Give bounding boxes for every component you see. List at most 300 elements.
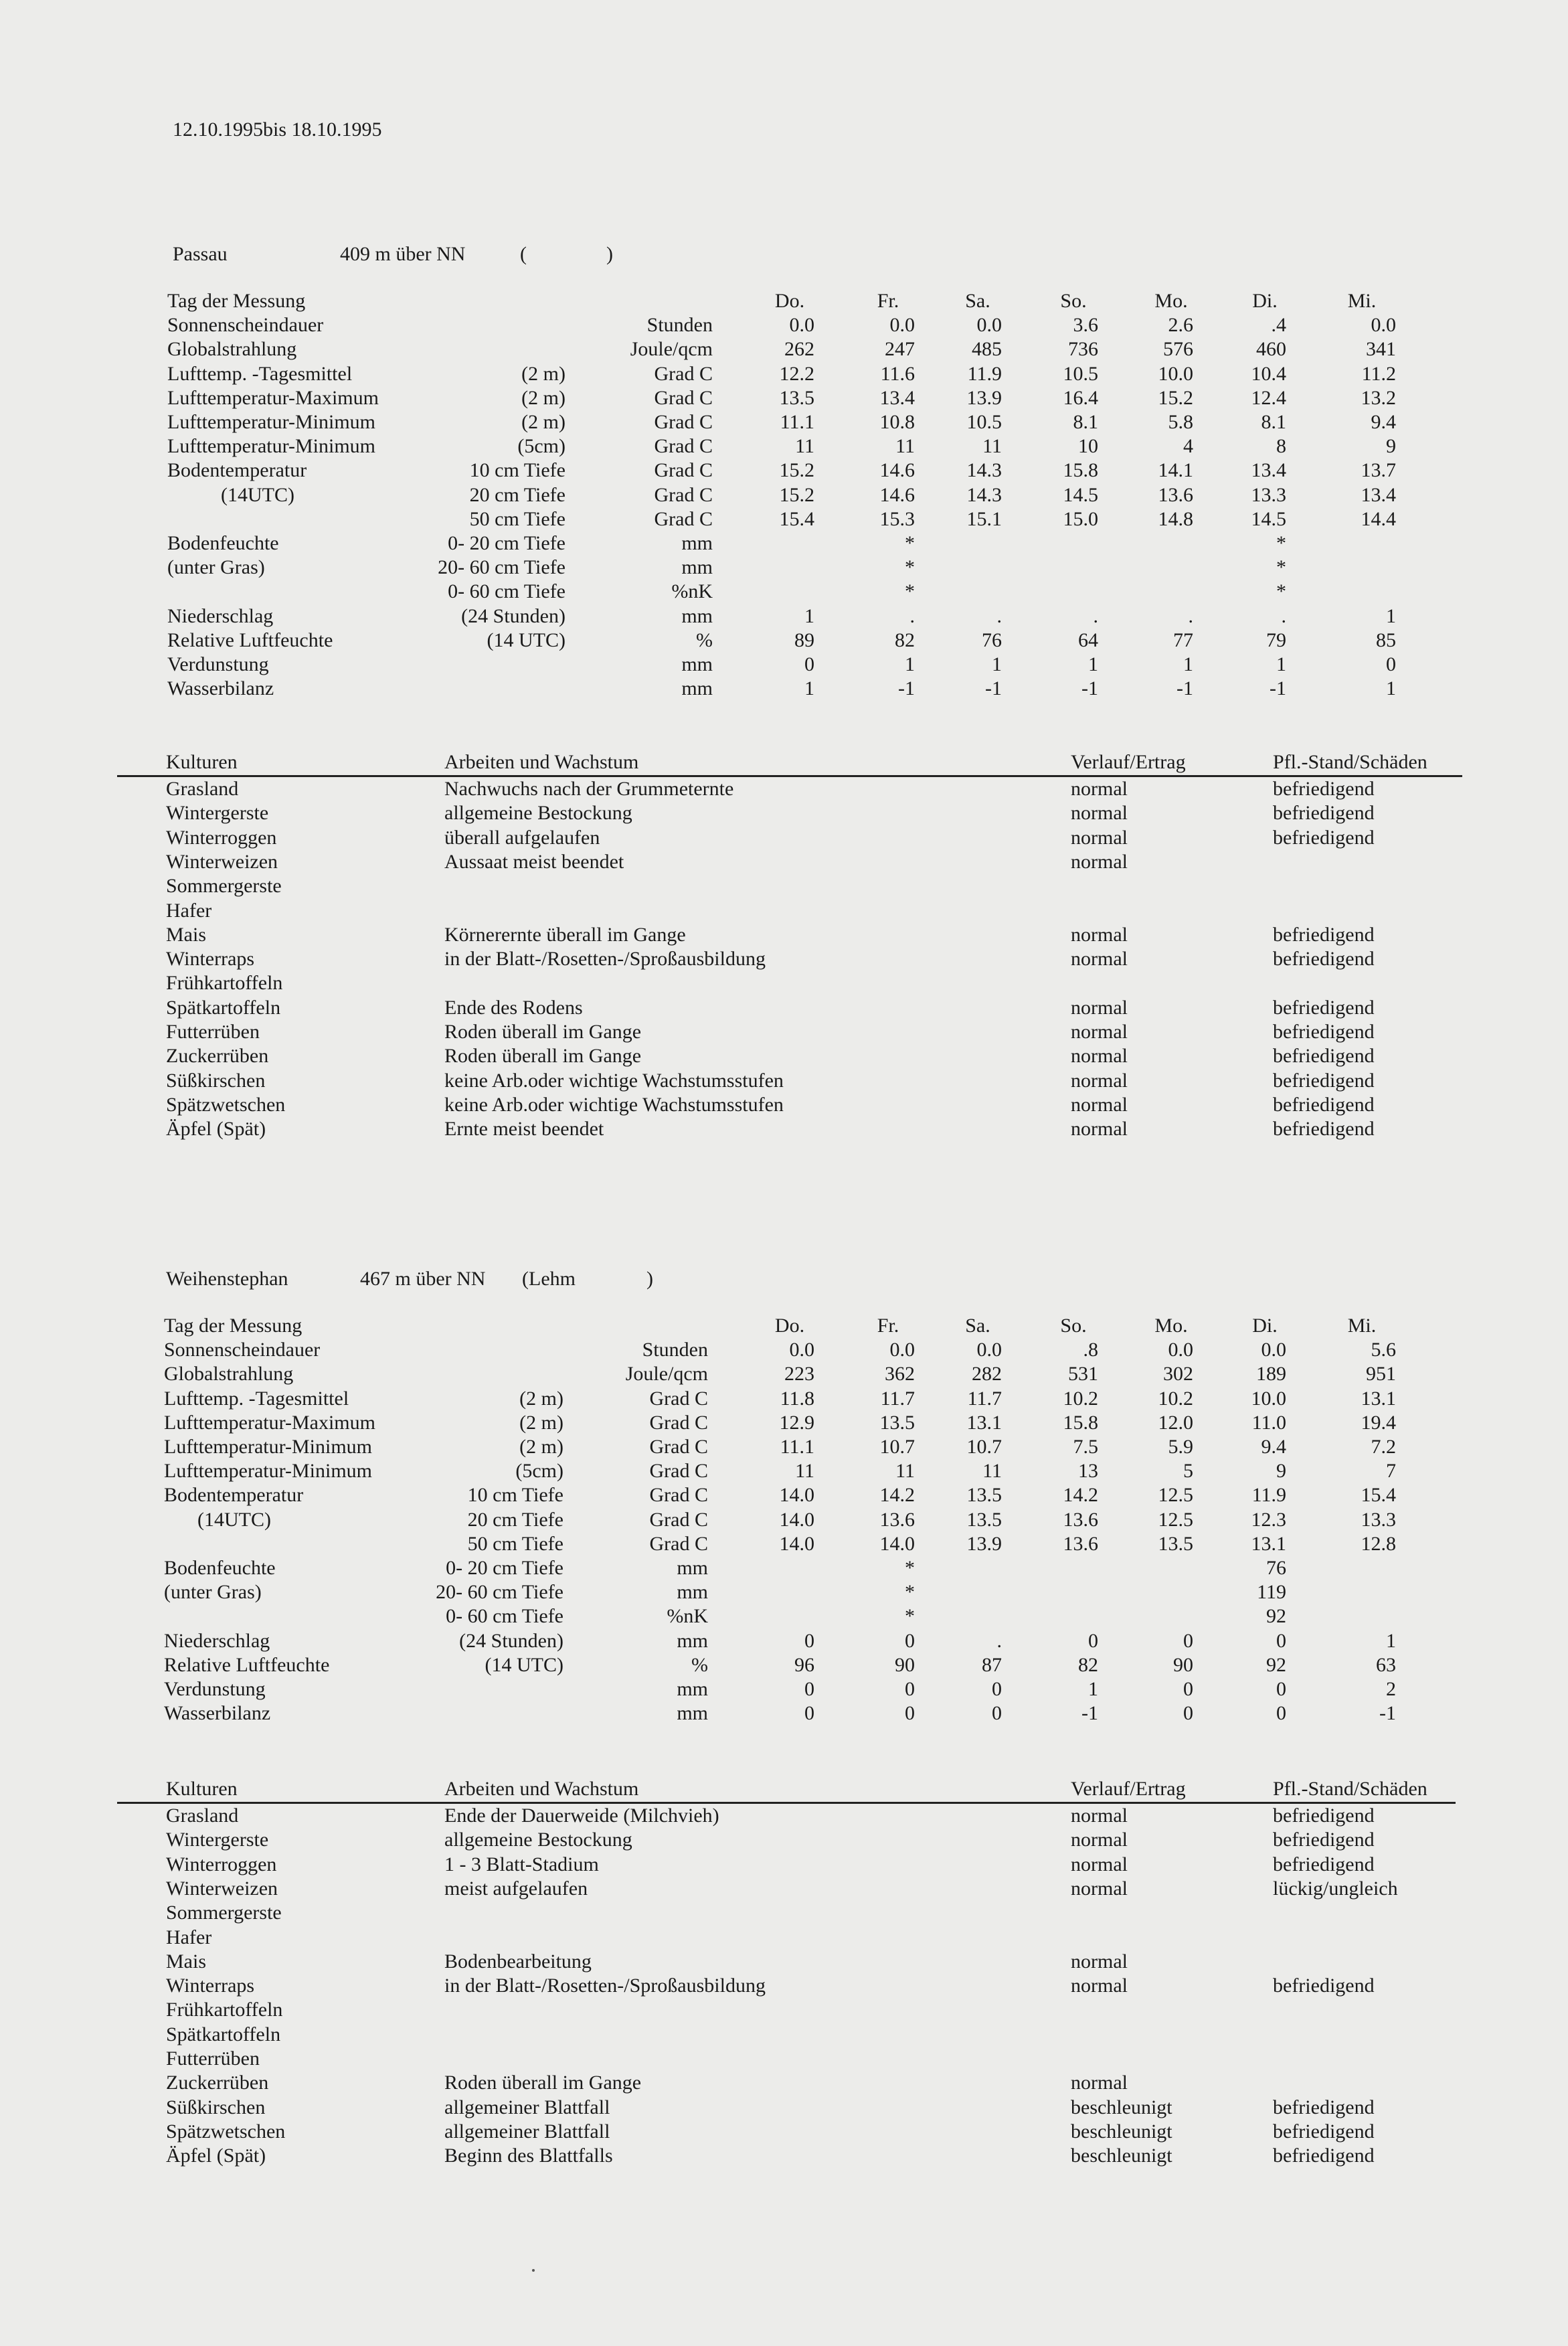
crop-arbeiten: Ende des Rodens (444, 996, 583, 1019)
crops-header-stand: Pfl.-Stand/Schäden (1273, 1778, 1427, 1800)
station-soil-open: (Lehm (522, 1268, 576, 1290)
cell-value: 11 (795, 1460, 814, 1483)
crop-arbeiten: keine Arb.oder wichtige Wachstumsstufen (444, 1069, 784, 1092)
cell-value: 1 (1276, 653, 1286, 675)
cell-value: 11.8 (780, 1387, 814, 1410)
date-range: 12.10.1995bis 18.10.1995 (173, 118, 382, 141)
crop-name: Mais (166, 923, 206, 946)
cell-value: 282 (972, 1363, 1002, 1386)
row-sublabel: (14 UTC) (487, 629, 565, 651)
row-label: Lufttemperatur-Minimum (167, 411, 375, 433)
cell-value: 14.1 (1158, 459, 1193, 482)
crop-name: Winterraps (166, 948, 255, 971)
row-label: Tag der Messung (167, 290, 306, 312)
crop-name: Äpfel (Spät) (166, 1118, 266, 1141)
row-unit: %nK (667, 1605, 708, 1628)
cell-value: 12.5 (1158, 1484, 1193, 1507)
crop-verlauf: normal (1071, 1805, 1128, 1827)
crop-stand: befriedigend (1273, 778, 1375, 800)
cell-value: 951 (1366, 1363, 1396, 1386)
cell-value: 0 (1183, 1629, 1193, 1652)
crops-header-rule (117, 775, 1462, 777)
crop-stand: befriedigend (1273, 1829, 1375, 1851)
cell-value: 14.2 (879, 1484, 915, 1507)
cell-value: 247 (885, 338, 915, 361)
row-label: (unter Gras) (164, 1581, 262, 1604)
cell-value: -1 (1081, 677, 1098, 700)
cell-value: 5.8 (1168, 411, 1193, 433)
row-unit: Grad C (654, 507, 713, 530)
cell-value: . (1093, 604, 1098, 627)
cell-value: 0 (804, 1678, 814, 1700)
row-label: Bodentemperatur (167, 459, 307, 482)
cell-value: 13.6 (879, 1508, 915, 1531)
cell-value: 82 (895, 629, 915, 651)
row-label: Lufttemperatur-Minimum (164, 1460, 372, 1483)
cell-value: 13.9 (966, 1532, 1002, 1555)
cell-value: 15.2 (779, 459, 814, 482)
cell-value: 1 (905, 653, 915, 675)
cell-value: -1 (1270, 677, 1286, 700)
cell-value: 14.8 (1158, 507, 1193, 530)
crops-header-kulturen: Kulturen (166, 751, 238, 773)
cell-value: 14.6 (879, 483, 915, 506)
crop-arbeiten: Bodenbearbeitung (444, 1950, 592, 1973)
station-name: Weihenstephan (166, 1268, 288, 1290)
cell-value: 0 (905, 1629, 915, 1652)
row-sublabel: 20- 60 cm Tiefe (438, 556, 565, 579)
row-unit: mm (681, 677, 713, 700)
crop-arbeiten: Ende der Dauerweide (Milchvieh) (444, 1805, 719, 1827)
cell-value: 485 (972, 338, 1002, 361)
crop-arbeiten: Körnerernte überall im Gange (444, 923, 686, 946)
row-sublabel: 20 cm Tiefe (467, 1508, 563, 1531)
cell-value: 12.4 (1251, 386, 1286, 409)
row-unit: Grad C (654, 411, 713, 433)
crop-stand: befriedigend (1273, 923, 1375, 946)
row-label: Lufttemperatur-Maximum (164, 1411, 375, 1434)
cell-value: 10.7 (879, 1436, 915, 1458)
cell-value: -1 (1081, 1702, 1098, 1725)
row-unit: mm (677, 1581, 708, 1604)
row-unit: % (696, 629, 713, 651)
row-label: Verdunstung (167, 653, 269, 675)
cell-value: 0.0 (1168, 1339, 1193, 1361)
crop-arbeiten: Aussaat meist beendet (444, 850, 624, 873)
row-sublabel: 20- 60 cm Tiefe (436, 1581, 563, 1604)
crops-header-kulturen: Kulturen (166, 1778, 238, 1800)
crop-name: Äpfel (Spät) (166, 2145, 266, 2167)
crop-name: Sommergerste (166, 1902, 282, 1924)
cell-value: * (905, 1605, 915, 1628)
cell-value: 64 (1078, 629, 1098, 651)
crop-stand: befriedigend (1273, 1853, 1375, 1875)
cell-value: 0 (1183, 1702, 1193, 1725)
crop-arbeiten: überall aufgelaufen (444, 826, 600, 849)
crop-name: Frühkartoffeln (166, 972, 283, 995)
cell-value: 15.8 (1063, 459, 1098, 482)
day-header: Di. (1252, 1315, 1278, 1337)
row-label: Bodentemperatur (164, 1484, 304, 1507)
cell-value: 5.6 (1371, 1339, 1396, 1361)
cell-value: 12.3 (1251, 1508, 1286, 1531)
crop-name: Winterroggen (166, 1853, 277, 1875)
row-unit: % (691, 1653, 708, 1676)
cell-value: 1 (1386, 677, 1396, 700)
day-header: Mo. (1154, 1315, 1188, 1337)
crop-stand: befriedigend (1273, 1021, 1375, 1043)
cell-value: 0.0 (976, 314, 1002, 337)
cell-value: 15.8 (1063, 1411, 1098, 1434)
crop-verlauf: normal (1071, 1950, 1128, 1973)
cell-value: -1 (898, 677, 915, 700)
row-unit: Stunden (646, 314, 713, 337)
cell-value: 14.5 (1251, 507, 1286, 530)
cell-value: 5.9 (1168, 1436, 1193, 1458)
cell-value: 10.0 (1158, 362, 1193, 385)
row-label: Wasserbilanz (167, 677, 274, 700)
crop-arbeiten: keine Arb.oder wichtige Wachstumsstufen (444, 1093, 784, 1116)
cell-value: 90 (895, 1653, 915, 1676)
row-label: Niederschlag (164, 1629, 270, 1652)
cell-value: 0 (1276, 1702, 1286, 1725)
row-sublabel: 10 cm Tiefe (469, 459, 565, 482)
cell-value: 0 (1276, 1629, 1286, 1652)
cell-value: 13.3 (1361, 1508, 1396, 1531)
cell-value: 12.2 (779, 362, 814, 385)
row-label: Lufttemperatur-Minimum (164, 1436, 372, 1458)
cell-value: 13.6 (1063, 1508, 1098, 1531)
cell-value: -1 (1177, 677, 1193, 700)
row-unit: mm (681, 653, 713, 675)
crop-arbeiten: Nachwuchs nach der Grummeternte (444, 778, 734, 800)
cell-value: 0 (905, 1702, 915, 1725)
crop-arbeiten: allgemeine Bestockung (444, 1829, 632, 1851)
cell-value: 0 (1276, 1678, 1286, 1700)
row-sublabel: (2 m) (519, 1436, 563, 1458)
day-header: Do. (774, 290, 805, 312)
cell-value: 10.5 (1063, 362, 1098, 385)
cell-value: 1 (804, 677, 814, 700)
row-unit: Grad C (654, 459, 713, 482)
crop-verlauf: normal (1071, 778, 1128, 800)
crop-arbeiten: allgemeiner Blattfall (444, 2120, 610, 2143)
cell-value: 9.4 (1261, 1436, 1286, 1458)
row-sublabel: (2 m) (521, 362, 565, 385)
crop-verlauf: normal (1071, 1021, 1128, 1043)
crops-header-stand: Pfl.-Stand/Schäden (1273, 751, 1427, 773)
cell-value: 11.6 (880, 362, 915, 385)
row-label: Wasserbilanz (164, 1702, 271, 1725)
crop-name: Süßkirschen (166, 1069, 266, 1092)
cell-value: 14.5 (1063, 483, 1098, 506)
row-label: Lufttemp. -Tagesmittel (164, 1387, 349, 1410)
row-unit: Grad C (649, 1508, 708, 1531)
row-sublabel: (2 m) (521, 411, 565, 433)
row-unit: mm (677, 1702, 708, 1725)
crops-header-arbeiten: Arbeiten und Wachstum (444, 1778, 639, 1800)
crop-name: Spätkartoffeln (166, 2023, 281, 2045)
cell-value: 0 (1183, 1678, 1193, 1700)
cell-value: 8.1 (1073, 411, 1098, 433)
row-unit: Grad C (649, 1387, 708, 1410)
row-label: Globalstrahlung (164, 1363, 294, 1386)
crop-arbeiten: Ernte meist beendet (444, 1118, 604, 1141)
crop-name: Spätkartoffeln (166, 996, 281, 1019)
crops-header-verlauf: Verlauf/Ertrag (1071, 1778, 1186, 1800)
cell-value: * (905, 532, 915, 554)
row-unit: Joule/qcm (630, 338, 713, 361)
cell-value: 11.7 (967, 1387, 1002, 1410)
crop-name: Futterrüben (166, 1021, 260, 1043)
station-name: Passau (173, 243, 228, 265)
row-sublabel: 50 cm Tiefe (467, 1532, 563, 1555)
row-unit: Grad C (654, 435, 713, 458)
crop-arbeiten: Roden überall im Gange (444, 2072, 642, 2094)
crop-verlauf: normal (1071, 1045, 1128, 1068)
crop-name: Wintergerste (166, 1829, 269, 1851)
row-unit: Grad C (649, 1436, 708, 1458)
cell-value: * (1276, 532, 1286, 554)
crop-stand: befriedigend (1273, 1069, 1375, 1092)
crop-name: Winterweizen (166, 1877, 278, 1900)
row-unit: mm (681, 556, 713, 579)
cell-value: 10.2 (1063, 1387, 1098, 1410)
crop-arbeiten: Beginn des Blattfalls (444, 2145, 613, 2167)
cell-value: 9.4 (1371, 411, 1396, 433)
cell-value: 13.6 (1063, 1532, 1098, 1555)
cell-value: 11.9 (1251, 1484, 1286, 1507)
cell-value: 3.6 (1073, 314, 1098, 337)
cell-value: 0.0 (976, 1339, 1002, 1361)
cell-value: 362 (885, 1363, 915, 1386)
crop-arbeiten: Roden überall im Gange (444, 1021, 642, 1043)
cell-value: 13.5 (779, 386, 814, 409)
cell-value: * (1276, 556, 1286, 579)
cell-value: 9 (1276, 1460, 1286, 1483)
station-soil-close: ) (646, 1268, 653, 1290)
crop-stand: befriedigend (1273, 996, 1375, 1019)
crop-verlauf: normal (1071, 948, 1128, 971)
cell-value: 11 (895, 1460, 915, 1483)
cell-value: 76 (982, 629, 1002, 651)
row-label: Lufttemp. -Tagesmittel (167, 362, 353, 385)
crop-name: Spätzwetschen (166, 2120, 286, 2143)
row-sublabel: 20 cm Tiefe (469, 483, 565, 506)
crop-arbeiten: meist aufgelaufen (444, 1877, 588, 1900)
crop-name: Zuckerrüben (166, 2072, 269, 2094)
row-unit: mm (681, 604, 713, 627)
row-label: Niederschlag (167, 604, 274, 627)
crop-arbeiten: Roden überall im Gange (444, 1045, 642, 1068)
cell-value: 4 (1183, 435, 1193, 458)
crop-verlauf: normal (1071, 1975, 1128, 1997)
crop-name: Süßkirschen (166, 2096, 266, 2118)
cell-value: 12.5 (1158, 1508, 1193, 1531)
cell-value: 0 (804, 1629, 814, 1652)
crop-name: Futterrüben (166, 2047, 260, 2070)
crop-stand: lückig/ungleich (1273, 1877, 1398, 1900)
row-sublabel: 50 cm Tiefe (469, 507, 565, 530)
cell-value: 11 (982, 1460, 1002, 1483)
row-sublabel: 0- 60 cm Tiefe (448, 580, 565, 603)
cell-value: 92 (1266, 1653, 1286, 1676)
row-sublabel: (24 Stunden) (461, 604, 565, 627)
row-sublabel: (5cm) (515, 1460, 563, 1483)
cell-value: 13.7 (1361, 459, 1396, 482)
cell-value: 13.4 (879, 386, 915, 409)
cell-value: 10 (1078, 435, 1098, 458)
cell-value: 7 (1386, 1460, 1396, 1483)
crop-verlauf: beschleunigt (1071, 2096, 1172, 2118)
cell-value: 736 (1068, 338, 1098, 361)
crop-arbeiten: in der Blatt-/Rosetten-/Sproßausbildung (444, 948, 766, 971)
cell-value: 11.0 (1251, 1411, 1286, 1434)
row-label: Relative Luftfeuchte (167, 629, 333, 651)
cell-value: 14.3 (966, 483, 1002, 506)
crop-name: Frühkartoffeln (166, 1999, 283, 2021)
cell-value: 0.0 (789, 314, 814, 337)
cell-value: 1 (1088, 653, 1098, 675)
row-sublabel: 0- 20 cm Tiefe (448, 532, 565, 554)
row-unit: Grad C (654, 386, 713, 409)
cell-value: 0 (804, 1702, 814, 1725)
row-unit: mm (677, 1629, 708, 1652)
crop-verlauf: normal (1071, 1093, 1128, 1116)
cell-value: 14.4 (1361, 507, 1396, 530)
cell-value: 11.2 (1361, 362, 1396, 385)
cell-value: * (905, 580, 915, 603)
cell-value: 0 (905, 1678, 915, 1700)
cell-value: 14.0 (779, 1484, 814, 1507)
cell-value: 90 (1173, 1653, 1193, 1676)
cell-value: -1 (1379, 1702, 1396, 1725)
cell-value: 11.1 (780, 411, 814, 433)
day-header: Sa. (965, 1315, 990, 1337)
crop-arbeiten: allgemeiner Blattfall (444, 2096, 610, 2118)
cell-value: 77 (1173, 629, 1193, 651)
crop-name: Hafer (166, 899, 212, 922)
crops-header-verlauf: Verlauf/Ertrag (1071, 751, 1186, 773)
cell-value: 15.2 (1158, 386, 1193, 409)
cell-value: 96 (794, 1653, 814, 1676)
cell-value: 10.0 (1251, 1387, 1286, 1410)
cell-value: 12.8 (1361, 1532, 1396, 1555)
row-label: Globalstrahlung (167, 338, 297, 361)
cell-value: 10.5 (966, 411, 1002, 433)
cell-value: 12.0 (1158, 1411, 1193, 1434)
crop-name: Winterweizen (166, 850, 278, 873)
row-unit: Grad C (649, 1411, 708, 1434)
cell-value: 531 (1068, 1363, 1098, 1386)
row-unit: %nK (671, 580, 713, 603)
cell-value: 13.5 (879, 1411, 915, 1434)
crop-arbeiten: in der Blatt-/Rosetten-/Sproßausbildung (444, 1975, 766, 1997)
row-label: Lufttemperatur-Maximum (167, 386, 379, 409)
crop-stand: befriedigend (1273, 1118, 1375, 1141)
cell-value: 14.0 (779, 1532, 814, 1555)
row-unit: Joule/qcm (625, 1363, 708, 1386)
row-sublabel: 0- 20 cm Tiefe (446, 1557, 563, 1579)
crop-name: Wintergerste (166, 802, 269, 825)
station-soil-close: ) (606, 243, 613, 265)
cell-value: . (996, 604, 1002, 627)
cell-value: 11.7 (880, 1387, 915, 1410)
cell-value: 13.5 (966, 1508, 1002, 1531)
row-label: (unter Gras) (167, 556, 265, 579)
scan-speck (532, 2269, 535, 2272)
cell-value: 2.6 (1168, 314, 1193, 337)
day-header: Fr. (877, 290, 899, 312)
crop-stand: befriedigend (1273, 2096, 1375, 2118)
crop-name: Sommergerste (166, 875, 282, 898)
cell-value: 119 (1257, 1581, 1286, 1604)
cell-value: . (909, 604, 915, 627)
cell-value: 10.4 (1251, 362, 1286, 385)
cell-value: 15.2 (779, 483, 814, 506)
station-soil-open: ( (520, 243, 527, 265)
crop-stand: befriedigend (1273, 2120, 1375, 2143)
row-label: Tag der Messung (164, 1315, 302, 1337)
cell-value: 14.3 (966, 459, 1002, 482)
cell-value: 10.7 (966, 1436, 1002, 1458)
crop-stand: befriedigend (1273, 948, 1375, 971)
cell-value: 5 (1183, 1460, 1193, 1483)
cell-value: 1 (1386, 604, 1396, 627)
cell-value: 341 (1366, 338, 1396, 361)
row-sublabel: (24 Stunden) (459, 1629, 563, 1652)
cell-value: 19.4 (1361, 1411, 1396, 1434)
cell-value: 15.3 (879, 507, 915, 530)
cell-value: 13.1 (966, 1411, 1002, 1434)
cell-value: .4 (1271, 314, 1286, 337)
cell-value: 0 (1088, 1629, 1098, 1652)
station-altitude: 409 m über NN (340, 243, 466, 265)
crop-stand: befriedigend (1273, 802, 1375, 825)
cell-value: 14.0 (879, 1532, 915, 1555)
row-unit: Grad C (654, 483, 713, 506)
row-unit: Grad C (649, 1460, 708, 1483)
crop-stand: befriedigend (1273, 1975, 1375, 1997)
crop-verlauf: normal (1071, 802, 1128, 825)
crop-arbeiten: 1 - 3 Blatt-Stadium (444, 1853, 599, 1875)
row-label: (14UTC) (197, 1508, 271, 1531)
row-unit: Stunden (642, 1339, 708, 1361)
cell-value: 11.1 (780, 1436, 814, 1458)
row-label: Sonnenscheindauer (167, 314, 324, 337)
crop-verlauf: normal (1071, 2072, 1128, 2094)
crop-name: Grasland (166, 778, 239, 800)
day-header: Do. (774, 1315, 805, 1337)
cell-value: 13.2 (1361, 386, 1396, 409)
day-header: Sa. (965, 290, 990, 312)
crop-name: Hafer (166, 1926, 212, 1948)
cell-value: 76 (1266, 1557, 1286, 1579)
cell-value: 1 (1386, 1629, 1396, 1652)
cell-value: 10.8 (879, 411, 915, 433)
crop-name: Mais (166, 1950, 206, 1973)
row-label: Bodenfeuchte (164, 1557, 276, 1579)
crop-stand: befriedigend (1273, 2145, 1375, 2167)
day-header: Mo. (1154, 290, 1188, 312)
cell-value: 0 (804, 653, 814, 675)
row-sublabel: (2 m) (519, 1387, 563, 1410)
crop-verlauf: normal (1071, 1118, 1128, 1141)
cell-value: 0.0 (889, 314, 915, 337)
cell-value: * (905, 1581, 915, 1604)
crop-stand: befriedigend (1273, 1045, 1375, 1068)
cell-value: 9 (1386, 435, 1396, 458)
